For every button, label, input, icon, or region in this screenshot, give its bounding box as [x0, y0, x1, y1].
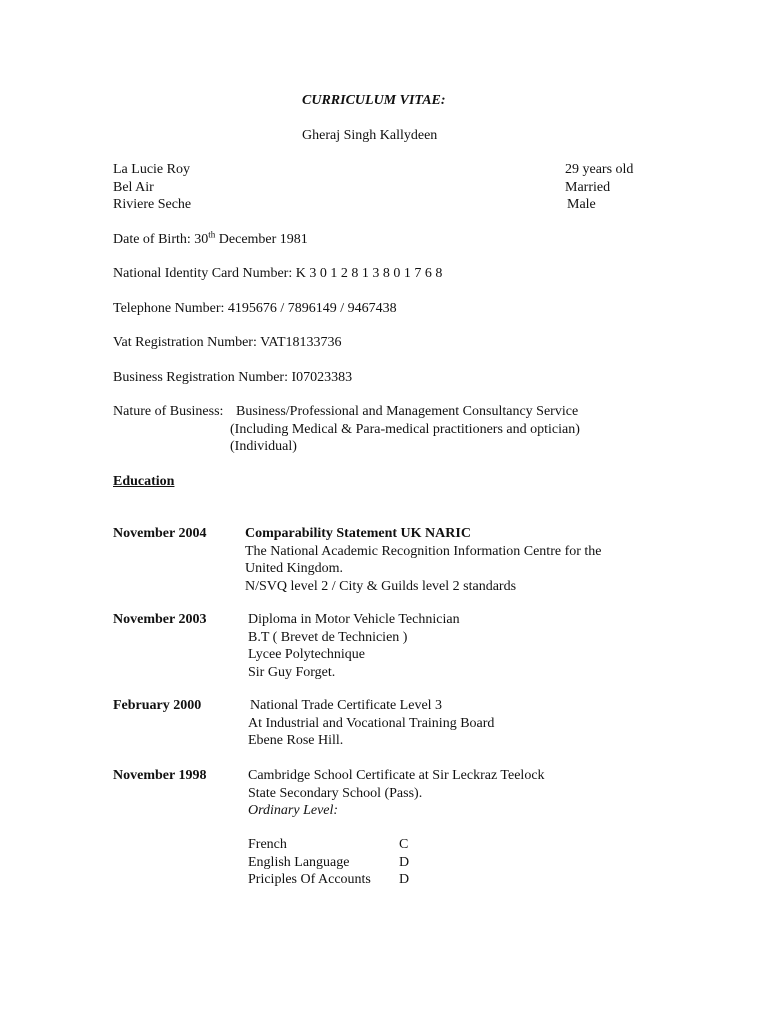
education-line: B.T ( Brevet de Technicien ) — [248, 629, 408, 645]
education-line: Comparability Statement UK NARIC — [245, 526, 471, 541]
document-title: CURRICULUM VITAE: — [302, 93, 446, 108]
education-date: February 2000 — [113, 698, 202, 713]
marital-status: Married — [565, 179, 611, 195]
dob-prefix: Date of Birth: 30 — [113, 232, 209, 247]
grade-values — [399, 836, 409, 889]
address-line: La Lucie Roy — [113, 162, 190, 177]
grade-value: D — [399, 872, 410, 887]
education-line: Sir Guy Forget. — [248, 664, 336, 680]
education-line: United Kingdom. — [245, 561, 343, 576]
education-date: November 2003 — [113, 612, 207, 627]
education-line: At Industrial and Vocational Training Board — [248, 715, 495, 731]
education-line: The National Academic Recognition Information Centre for the — [245, 543, 602, 559]
address-line: Bel Air — [113, 179, 154, 195]
education-line: Diploma in Motor Vehicle Technician — [248, 612, 460, 627]
dob-suffix: December 1981 — [215, 232, 308, 247]
address-line: Riviere Seche — [113, 197, 192, 212]
grade-subject: Priciples Of Accounts — [248, 872, 371, 887]
business-line: (Including Medical & Para-medical practitioners and optician) — [230, 421, 580, 437]
gender: Male — [567, 197, 596, 212]
address-block — [113, 161, 191, 214]
age: 29 years old — [565, 162, 634, 177]
business-nature-label: Nature of Business: — [113, 404, 224, 419]
vat-number: Vat Registration Number: VAT18133736 — [113, 335, 342, 350]
grade-subject: French — [248, 837, 287, 852]
education-line: State Secondary School (Pass). — [248, 785, 423, 801]
business-nature-lines — [230, 403, 580, 456]
education-line: N/SVQ level 2 / City & Guilds level 2 standards — [245, 578, 517, 594]
education-details — [245, 525, 602, 595]
education-heading: Education — [113, 474, 175, 489]
education-line: Ordinary Level: — [248, 803, 339, 818]
education-line: Lycee Polytechnique — [248, 647, 366, 662]
candidate-name: Gheraj Singh Kallydeen — [302, 128, 438, 143]
grade-subjects — [248, 836, 371, 889]
education-details — [250, 697, 494, 750]
business-line: (Individual) — [230, 439, 297, 454]
education-line: Cambridge School Certificate at Sir Leckraz Teelock — [248, 768, 545, 783]
date-of-birth — [113, 231, 308, 249]
national-id: National Identity Card Number: K 3 0 1 2 8 1 3 8 0 1 7 6 8 — [113, 266, 443, 281]
education-details — [248, 611, 460, 681]
grade-value: D — [399, 854, 410, 870]
education-line: Ebene Rose Hill. — [248, 733, 344, 748]
education-details — [248, 767, 545, 820]
business-line: Business/Professional and Management Consultancy Service — [236, 404, 579, 419]
telephone: Telephone Number: 4195676 / 7896149 / 9467438 — [113, 301, 397, 316]
dob-superscript: th — [208, 229, 216, 240]
grade-value: C — [399, 837, 409, 852]
education-date: November 2004 — [113, 526, 207, 541]
business-registration: Business Registration Number: I07023383 — [113, 370, 353, 385]
education-line: National Trade Certificate Level 3 — [250, 698, 443, 713]
education-date: November 1998 — [113, 768, 207, 783]
grade-subject: English Language — [248, 854, 350, 870]
